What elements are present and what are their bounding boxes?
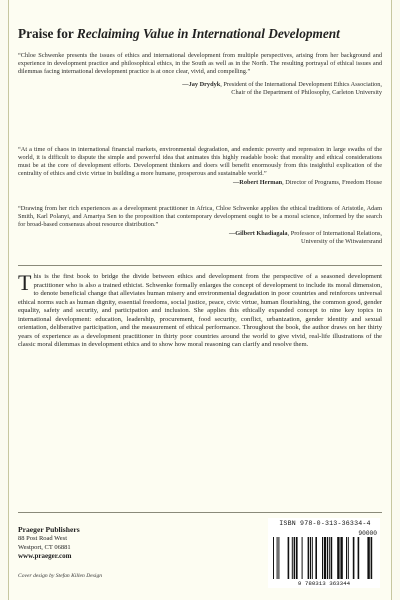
barcode-bar bbox=[358, 537, 360, 579]
section-divider bbox=[18, 265, 382, 266]
barcode-box bbox=[268, 518, 380, 588]
quote-author: —Robert Herman bbox=[233, 179, 283, 187]
barcode-bar bbox=[310, 537, 311, 579]
barcode-bar bbox=[278, 537, 279, 579]
book-title: Reclaiming Value in International Development bbox=[76, 26, 340, 41]
barcode-bar bbox=[308, 537, 310, 579]
barcode-bar bbox=[292, 537, 293, 579]
barcode-bar bbox=[348, 537, 349, 579]
barcode-bar bbox=[294, 537, 296, 579]
quote-text: “At a time of chaos in international financial markets, environmental degradation, and endemic poverty and repression in large swaths of the world, it is difficult to dispute the simple and powerful idea that animates this highly readable book: that morality and ethical considerations must be at the core of development efforts. Development thinkers and doers will benefit enormously from this insightful explication of the centrality of ethics and civic virtue in building a more humane, prosperous and sustainable world.” bbox=[18, 146, 382, 178]
praise-heading-text: Praise for bbox=[18, 26, 74, 41]
quote-text: “Chloe Schwenke presents the issues of ethics and international development from multiple perspectives, arising from her background and experience in development practice and philosophical ethics, in the South as well as in the North. The resulting portrayal of ethical issues and dilemmas facing international development practice is at once clear, vivid, and compelling.” bbox=[18, 52, 382, 76]
quote-attribution bbox=[18, 81, 382, 89]
barcode-number: 9 780313 363344 bbox=[297, 580, 351, 587]
barcode-bar bbox=[367, 537, 369, 579]
quote-affiliation-line2: University of the Witwatersrand bbox=[301, 238, 382, 246]
quote-affiliation-line2: Chair of the Department of Philosophy, Carleton University bbox=[231, 89, 382, 97]
publisher-website: www.praeger.com bbox=[18, 552, 72, 560]
description-text: his is the first book to bridge the divide between ethics and development from the perspective of a seasoned development practitioner who is also a trained ethicist. Schwenke formally enlarges the concept of development to include its moral dimension, to denote beneficial change that alleviates human misery and environmental degradation in poor countries and reinforces universal ethical norms such as human dignity, essential freedoms, social justice, peace, civic virtue, human flourishing, the common good, gender equality, safety and security, and participation and inclusion. She applies this ethically expanded concept to nine key topics in international development: education, leadership, procurement, food security, conflict, urbanization, gender identity and sexual orientation, deliberative participation, and the measurement of ethical performance. Throughout the book, the author draws on her thirty years of experience as a development practitioner in thirty poor countries around the world to give vivid, real-life illustrations of the classic moral dilemmas in development ethics and to show how moral reasoning can clarify and resolve them. bbox=[18, 273, 382, 349]
barcode-bar bbox=[353, 537, 355, 579]
barcode-bar bbox=[331, 537, 333, 579]
quote-affiliation: , Professor of International Relations, bbox=[287, 230, 382, 238]
publisher-block bbox=[18, 525, 178, 561]
barcode-bar bbox=[327, 537, 328, 579]
barcode-bar bbox=[302, 537, 303, 579]
book-description bbox=[18, 270, 382, 350]
quote-text: “Drawing from her rich experiences as a development practitioner in Africa, Chloe Schwenke applies the ethical traditions of Aristotle, Adam Smith, Karl Polanyi, and Amartya Sen to the proposition that contemporary development ought to be a moral science, informed by the search for broad-based consensus about resource distribution.” bbox=[18, 205, 382, 229]
quote-3 bbox=[18, 205, 382, 246]
barcode-bar bbox=[346, 537, 347, 579]
barcode-bar bbox=[288, 537, 290, 579]
barcode-graphic bbox=[271, 537, 377, 579]
barcode-bar bbox=[315, 537, 317, 579]
publisher-address-line2: Westport, CT 06881 bbox=[18, 544, 71, 551]
isbn-label: ISBN 978-0-313-36334-4 bbox=[279, 520, 371, 527]
cover-design-credit: Cover design by Stefan Killen Design bbox=[18, 573, 103, 579]
barcode-bar bbox=[371, 537, 373, 579]
price-code: 90000 bbox=[358, 530, 377, 537]
barcode-bar bbox=[277, 537, 278, 579]
quote-author: —Gilbert Khadiagala bbox=[228, 230, 288, 238]
barcode-bar bbox=[340, 537, 342, 579]
quote-attribution bbox=[18, 179, 382, 187]
praise-heading bbox=[18, 26, 382, 42]
barcode-bar bbox=[312, 537, 313, 579]
barcode-bar bbox=[322, 537, 323, 579]
quote-2 bbox=[18, 146, 382, 187]
section-divider-bottom bbox=[18, 512, 382, 513]
publisher-address-line1: 88 Post Road West bbox=[18, 535, 68, 542]
publisher-name: Praeger Publishers bbox=[18, 525, 80, 534]
drop-cap: T bbox=[18, 270, 32, 295]
barcode-bar bbox=[296, 537, 298, 579]
quote-1 bbox=[18, 52, 382, 97]
barcode-bar bbox=[337, 537, 339, 579]
quote-affiliation: , Director of Programs, Freedom House bbox=[282, 179, 382, 187]
quote-author: —Jay Drydyk bbox=[182, 81, 221, 89]
barcode-bar bbox=[324, 537, 326, 579]
barcode-bar bbox=[329, 537, 330, 579]
quote-attribution bbox=[18, 230, 382, 238]
quote-affiliation: , President of the International Development Ethics Association, bbox=[220, 81, 382, 89]
barcode-bar bbox=[273, 537, 274, 579]
